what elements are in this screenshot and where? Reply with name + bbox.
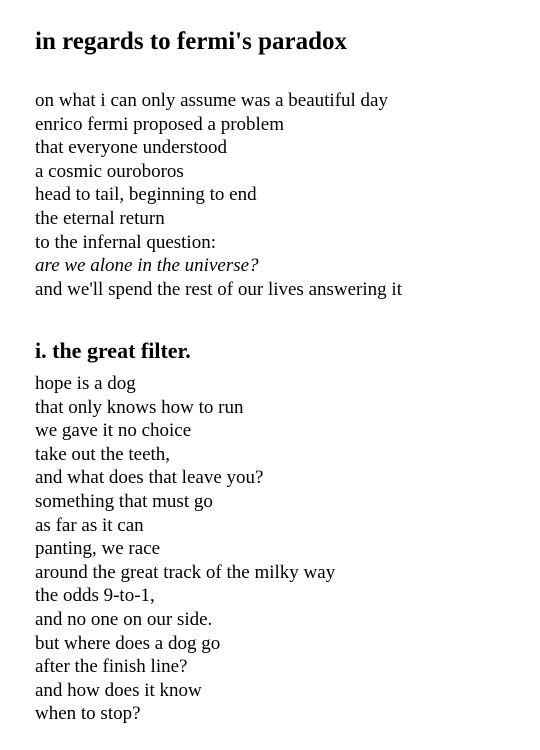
poem-line-italic: are we alone in the universe? bbox=[35, 255, 259, 277]
poem-line: that everyone understood bbox=[35, 137, 228, 159]
poem-line: panting, we race bbox=[35, 538, 161, 560]
poem-line: that only knows how to run bbox=[35, 396, 244, 418]
poem-line: the odds 9-to-1, bbox=[35, 585, 155, 607]
poem-line: something that must go bbox=[35, 490, 213, 512]
poem-line: and we'll spend the rest of our lives answering it bbox=[35, 278, 402, 300]
poem-line: hope is a dog bbox=[35, 373, 136, 394]
poem-title: in regards to fermi's paradox bbox=[35, 28, 348, 55]
poem-line: on what i can only assume was a beautiful day bbox=[35, 90, 388, 111]
section-stanza bbox=[35, 372, 335, 726]
poem-line: when to stop? bbox=[35, 703, 141, 725]
poem-line: and what does that leave you? bbox=[35, 467, 264, 489]
poem-line: take out the teeth, bbox=[35, 443, 171, 465]
poem-line: we gave it no choice bbox=[35, 420, 192, 442]
section-heading: i. the great filter. bbox=[35, 338, 191, 363]
poem-line: around the great track of the milky way bbox=[35, 561, 336, 583]
poem-line: after the finish line? bbox=[35, 656, 188, 678]
poem-line: and how does it know bbox=[35, 679, 202, 701]
poem-line: to the infernal question: bbox=[35, 231, 216, 253]
poem-line: enrico fermi proposed a problem bbox=[35, 113, 285, 135]
poem-line: as far as it can bbox=[35, 514, 144, 536]
intro-stanza bbox=[35, 89, 402, 301]
poem-line: a cosmic ouroboros bbox=[35, 160, 184, 182]
poem-line: but where does a dog go bbox=[35, 632, 221, 654]
poem-line: the eternal return bbox=[35, 207, 165, 229]
poem-line: and no one on our side. bbox=[35, 608, 213, 630]
poem-page bbox=[35, 26, 530, 725]
poem-line: head to tail, beginning to end bbox=[35, 184, 257, 206]
